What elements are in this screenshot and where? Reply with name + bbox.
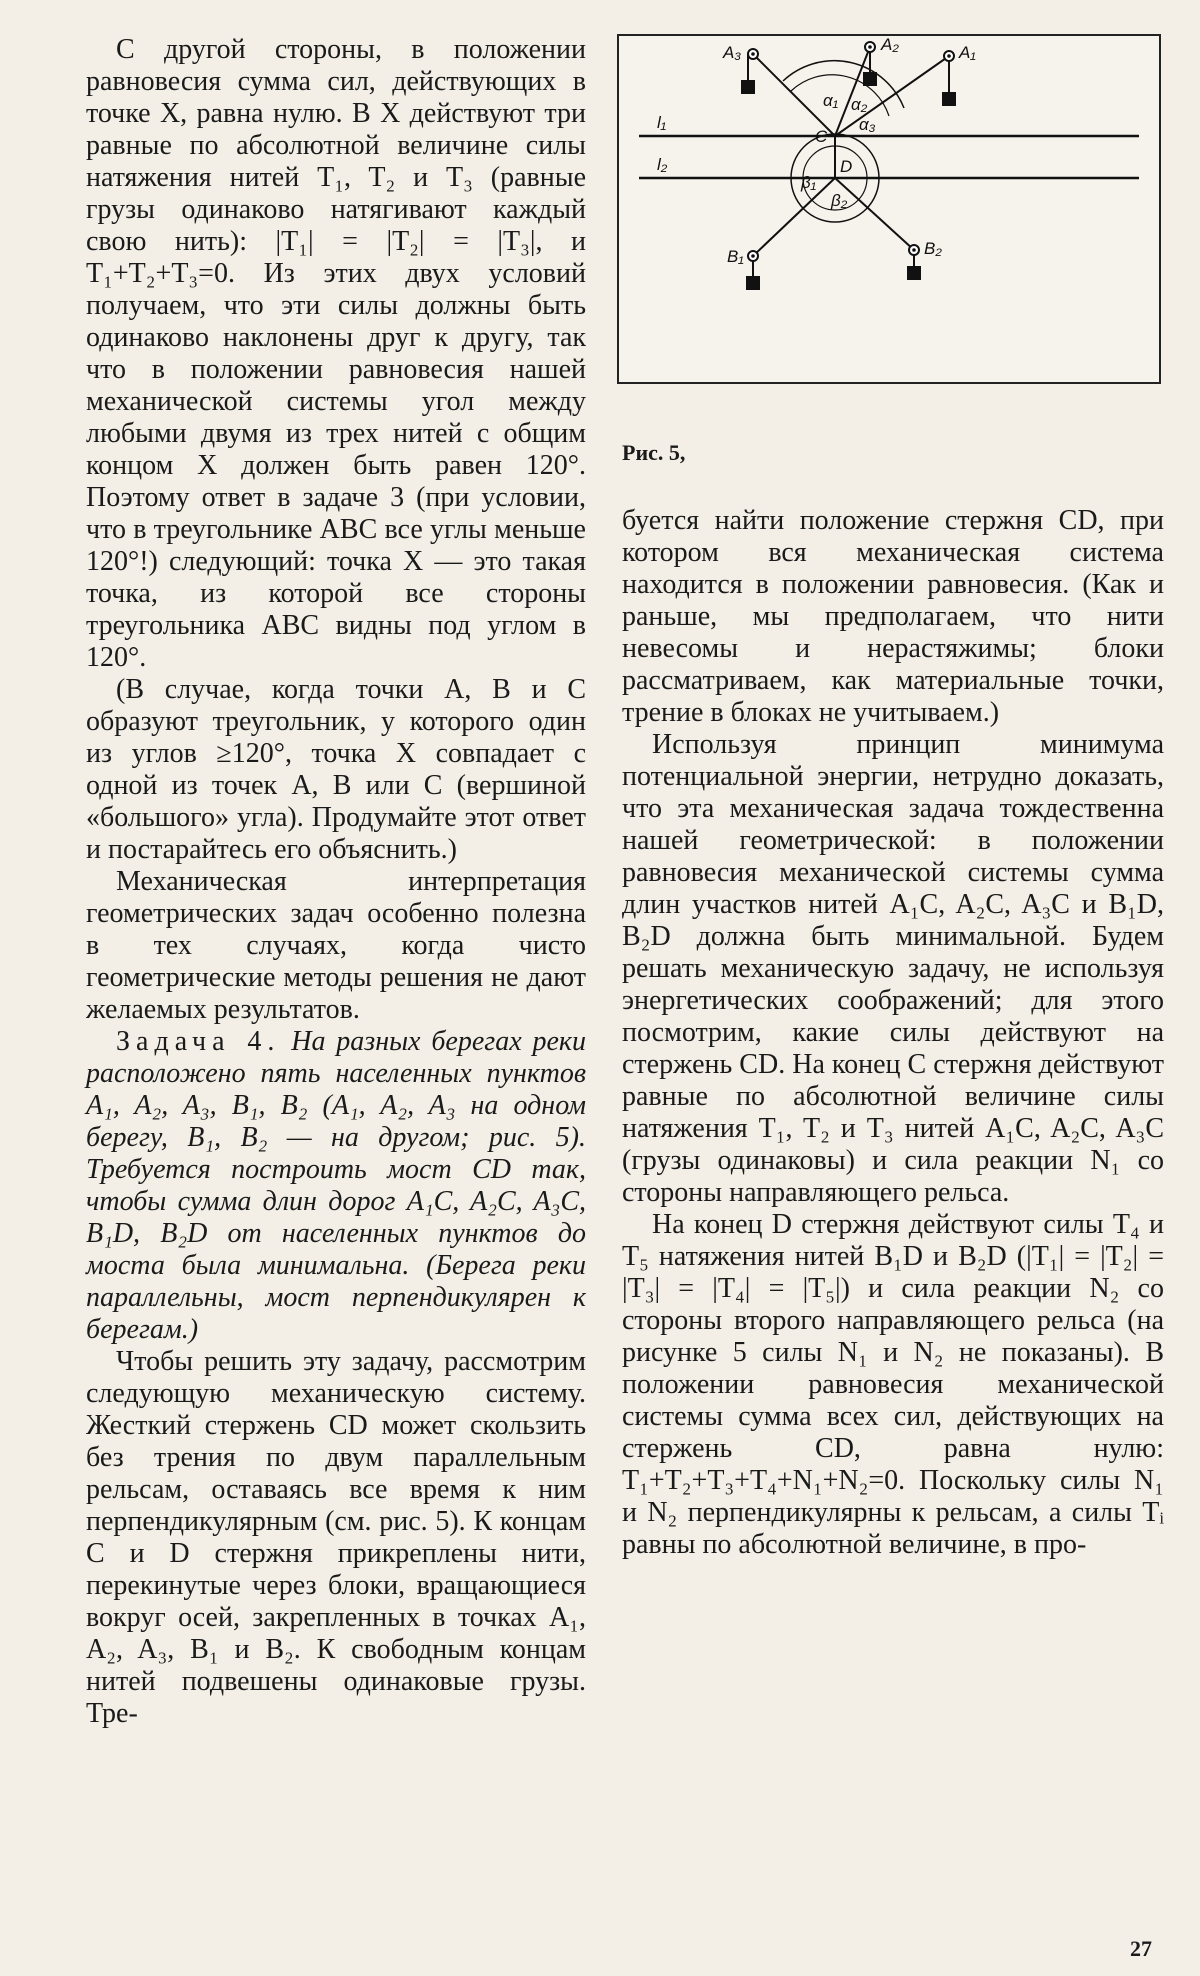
paragraph: (В случае, когда точки A, B и C образуют треугольник, у которого один из углов ≥120°, точка X совпадает с одной из точек A, B или C (вершиной «большого» угла). Продумайте этот ответ и постарайтесь его объяснить.) bbox=[86, 674, 586, 865]
figure-diagram bbox=[619, 36, 1159, 382]
right-column bbox=[622, 505, 1164, 1561]
label-l1: l₁ bbox=[657, 113, 667, 132]
label-c: C bbox=[815, 127, 828, 146]
figure-5 bbox=[617, 34, 1161, 384]
label-b2: B₂ bbox=[924, 239, 942, 258]
label-a1: A₁ bbox=[959, 43, 976, 62]
paragraph: На конец D стержня действуют силы T₄ и T₅ натяжения нитей B₁D и B₂D (|T₁| = |T₂| = |T₃| = |T₄| = |T₅|) и сила реакции N₂ со стороны второго направляющего рельса (на рисунке 5 силы N₁ и N₂ не показаны). В положении равновесия механической системы сумма всех сил, действующих на стержень CD, равна нулю: T₁+T₂+T₃+T₄+N₁+N₂=0. Поскольку силы N₁ и N₂ перпендикулярны к рельсам, а силы Tᵢ равны по абсолютной величине, в про- bbox=[622, 1209, 1164, 1560]
label-l2: l₂ bbox=[657, 155, 668, 174]
label-a3: A₃ bbox=[723, 43, 742, 62]
paragraph: С другой стороны, в положении равновесия сумма сил, действующих в точке X, равна нулю. В X действуют три равные по абсолютной величине силы натяжения нитей T₁, T₂ и T₃ (равные грузы одинаково натягивают каждый свою нить): |T₁| = |T₂| = |T₃|, и T₁+T₂+T₃=0. Из этих двух условий получаем, что эти силы должны быть одинаково наклонены друг к другу, так что в положении равновесия нашей механической системы угол между любыми двумя из трех нитей с общим концом X должен быть равен 120°. Поэтому ответ в задаче 3 (при условии, что в треугольнике ABC все углы меньше 120°!) следующий: точка X — это такая точка, из которой все стороны треугольника ABC видны под углом в 120°. bbox=[86, 34, 586, 673]
pulley-b2 bbox=[907, 245, 921, 280]
pulley-b1 bbox=[746, 251, 760, 290]
paragraph: Используя принцип минимума потенциальной энергии, нетрудно доказать, что эта механическая задача тождественна нашей геометрической: в положении равновесия механической системы сумма длин участков нитей A₁C, A₂C, A₃C и B₁D, B₂D должна быть минимальной. Будем решать механическую задачу, не используя энергетических соображений; для этого посмотрим, какие силы действуют на стержень CD. На конец C стержня действуют равные по абсолютной величине силы натяжения T₁, T₂ и T₃ нитей A₁C, A₂C, A₃C (грузы одинаковы) и сила реакции N₁ со стороны направляющего рельса. bbox=[622, 729, 1164, 1208]
task4-text: На разных берегах реки расположено пять населенных пунктов A₁, A₂, A₃, B₁, B₂ (A₁, A₂, A₃ на одном берегу, B₁, B₂ — на другом; рис. 5). Требуется построить мост CD так, чтобы сумма длин дорог A₁C, A₂C, A₃C, B₁D, B₂D от населенных пунктов до моста была минимальна. (Берега реки параллельны, мост перпендикулярен к берегам.) bbox=[86, 1026, 586, 1345]
paragraph: Чтобы решить эту задачу, рассмотрим следующую механическую систему. Жесткий стержень CD может скользить без трения по двум параллельным рельсам, оставаясь все время к ним перпендикулярным (см. рис. 5). К концам C и D стержня прикреплены нити, перекинутые через блоки, вращающиеся вокруг осей, закрепленных в точках A₁, A₂, A₃, B₁ и B₂. К свободным концам нитей подвешены одинаковые грузы. Тре- bbox=[86, 1346, 586, 1729]
task4-paragraph bbox=[86, 1026, 586, 1346]
label-b1: B₁ bbox=[727, 247, 744, 266]
page-number: 27 bbox=[1130, 1936, 1152, 1961]
paragraph: буется найти положение стержня CD, при котором вся механическая система находится в положении равновесия. (Как и раньше, мы предполагаем, что нити невесомы и нерастяжимы; блоки рассматриваем, как материальные точки, трение в блоках не учитываем.) bbox=[622, 505, 1164, 728]
paragraph: Механическая интерпретация геометрических задач особенно полезна в тех случаях, когда чисто геометрические методы решения не дают желаемых результатов. bbox=[86, 866, 586, 1025]
left-column bbox=[86, 34, 586, 1730]
label-a2: A₂ bbox=[881, 36, 899, 54]
label-alpha3: α₃ bbox=[859, 115, 876, 134]
label-d: D bbox=[840, 157, 853, 176]
label-beta2: β₂ bbox=[831, 191, 848, 210]
label-alpha2: α₂ bbox=[851, 95, 868, 114]
label-beta1: β₁ bbox=[801, 173, 817, 192]
string-b2d bbox=[835, 178, 914, 250]
task4-label: Задача 4. bbox=[116, 1026, 281, 1057]
pulley-a1 bbox=[942, 51, 956, 106]
label-alpha1: α₁ bbox=[823, 91, 839, 110]
figure-caption: Рис. 5, bbox=[622, 440, 686, 465]
pulley-a2 bbox=[863, 42, 877, 86]
pulley-a3 bbox=[741, 49, 758, 94]
string-b1d bbox=[753, 178, 835, 256]
